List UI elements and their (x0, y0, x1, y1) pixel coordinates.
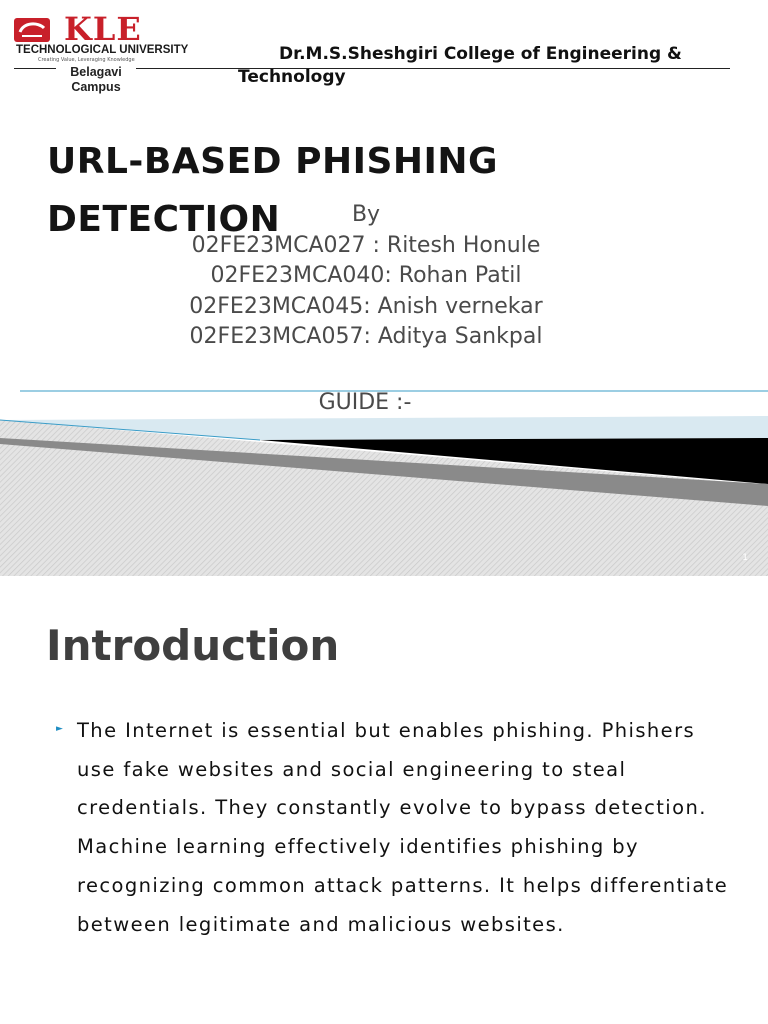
by-label: By (351, 202, 381, 227)
bullet-arrow-icon: ► (56, 724, 63, 734)
author-line: 02FE23MCA057: Aditya Sankpal (189, 324, 543, 349)
page-number: 1 (742, 553, 748, 563)
author-line: 02FE23MCA040: Rohan Patil (210, 263, 522, 288)
introduction-slide (0, 576, 768, 1024)
author-line: 02FE23MCA045: Anish vernekar (189, 293, 543, 319)
college-name: Dr.M.S.Sheshgiri College of Engineering & Technology (238, 44, 682, 87)
slide-title: Introduction (46, 621, 340, 670)
logo-tagline: Creating Value, Leveraging Knowledge (38, 57, 135, 63)
kle-logo (14, 10, 189, 64)
kle-badge-icon (14, 18, 50, 42)
authors-block (150, 200, 582, 353)
header-rule-left (14, 68, 56, 69)
presentation-title: URL-BASED PHISHING DETECTION (47, 141, 499, 240)
logo-subtitle: TECHNOLOGICAL UNIVERSITY (16, 44, 189, 56)
campus-label: Belagavi Campus (70, 65, 122, 94)
bullet-text: The Internet is essential but enables phishing. Phishers use fake websites and social engineering to steal credentials. They constantly evolve to bypass detection. Machine learning effectively identifies phishing by recognizing common attack patterns. It helps differentiate between legitimate and malicious websites. (77, 719, 729, 936)
guide-label: GUIDE :- (318, 390, 412, 415)
logo-name: KLE (64, 10, 142, 48)
author-line: 02FE23MCA027 : Ritesh Honule (191, 232, 541, 258)
